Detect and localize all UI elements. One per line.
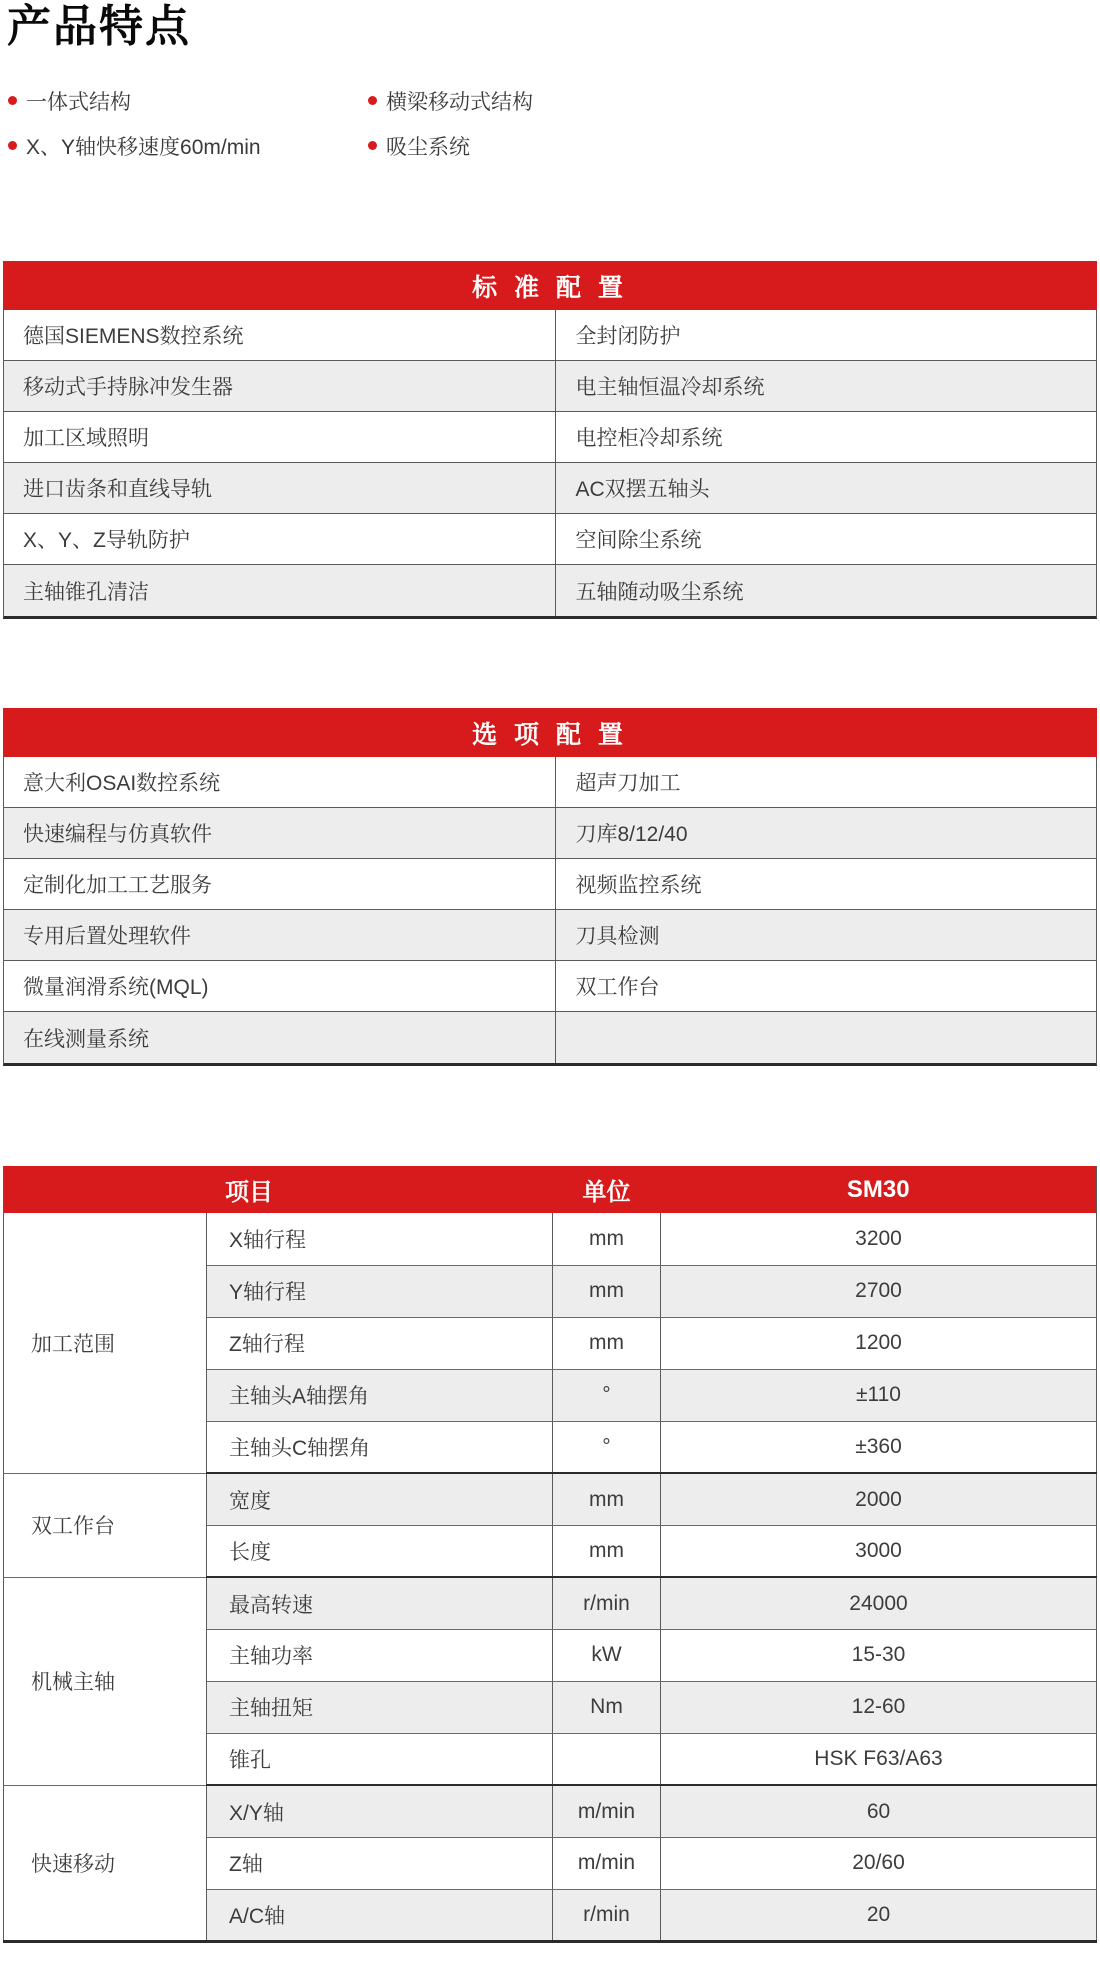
config-cell: 全封闭防护: [555, 310, 1096, 360]
config-row: [4, 1012, 1096, 1063]
optional-config-table: [3, 708, 1097, 1066]
spec-value-cell: ±360: [661, 1421, 1097, 1473]
config-cell: 电控柜冷却系统: [555, 412, 1096, 462]
spec-unit-cell: mm: [553, 1265, 661, 1317]
spec-unit-cell: °: [553, 1421, 661, 1473]
spec-item-cell: 锥孔: [207, 1733, 553, 1785]
spec-group-cell: 快速移动: [4, 1785, 207, 1941]
feature-item: [368, 78, 1100, 123]
spec-item-cell: Z轴行程: [207, 1317, 553, 1369]
config-row: [4, 463, 1096, 514]
spec-value-cell: 20: [661, 1889, 1097, 1941]
config-cell: 专用后置处理软件: [23, 925, 191, 949]
config-cell: 定制化加工工艺服务: [23, 874, 212, 898]
spec-row: [4, 1785, 1097, 1837]
spec-value-cell: 20/60: [661, 1837, 1097, 1889]
standard-config-title: 标 准 配 置: [3, 261, 1097, 310]
spec-unit-cell: mm: [553, 1317, 661, 1369]
spec-unit-cell: m/min: [553, 1785, 661, 1837]
config-row: [4, 361, 1096, 412]
spec-value-cell: 2000: [661, 1473, 1097, 1525]
optional-config-title: 选 项 配 置: [3, 708, 1097, 757]
config-cell: 双工作台: [555, 961, 1096, 1011]
spec-item-cell: 长度: [207, 1525, 553, 1577]
spec-item-cell: Z轴: [207, 1837, 553, 1889]
spec-unit-cell: [553, 1733, 661, 1785]
spec-item-cell: 主轴功率: [207, 1629, 553, 1681]
feature-label: 吸尘系统: [386, 135, 470, 159]
spec-value-cell: ±110: [661, 1369, 1097, 1421]
feature-item: [8, 78, 368, 123]
config-cell: 进口齿条和直线导轨: [23, 478, 212, 502]
spec-item-cell: 最高转速: [207, 1577, 553, 1629]
bullet-icon: [368, 141, 377, 150]
bullet-icon: [8, 141, 17, 150]
config-row: [4, 808, 1096, 859]
config-cell: 刀库8/12/40: [555, 808, 1096, 858]
standard-config-rows: [4, 310, 1096, 616]
spec-value-cell: 60: [661, 1785, 1097, 1837]
spec-value-cell: 15-30: [661, 1629, 1097, 1681]
config-row: [4, 910, 1096, 961]
spec-item-cell: 主轴扭矩: [207, 1681, 553, 1733]
spec-item-cell: 主轴头C轴摆角: [207, 1421, 553, 1473]
config-cell: 空间除尘系统: [555, 514, 1096, 564]
config-cell: 超声刀加工: [555, 757, 1096, 807]
spec-unit-cell: m/min: [553, 1837, 661, 1889]
spec-unit-cell: mm: [553, 1213, 661, 1265]
config-cell: 刀具检测: [555, 910, 1096, 960]
spec-unit-cell: Nm: [553, 1681, 661, 1733]
spec-group-cell: 加工范围: [4, 1213, 207, 1473]
config-cell: 五轴随动吸尘系统: [555, 565, 1096, 616]
config-row: [4, 412, 1096, 463]
spec-value-cell: 24000: [661, 1577, 1097, 1629]
config-row: [4, 961, 1096, 1012]
config-cell: 电主轴恒温冷却系统: [555, 361, 1096, 411]
config-cell: 主轴锥孔清洁: [23, 580, 149, 604]
feature-column-1: [8, 78, 368, 168]
page-title: 产品特点: [7, 2, 191, 51]
spec-header-row: [4, 1166, 1097, 1213]
config-cell: 快速编程与仿真软件: [23, 823, 212, 847]
feature-label: 横梁移动式结构: [386, 90, 533, 114]
spec-row: [4, 1473, 1097, 1525]
config-cell: 德国SIEMENS数控系统: [23, 325, 244, 349]
spec-header-item: 项目: [4, 1166, 553, 1213]
optional-config-rows: [4, 757, 1096, 1063]
spec-group-cell: 双工作台: [4, 1473, 207, 1577]
spec-item-cell: X轴行程: [207, 1213, 553, 1265]
config-row: [4, 310, 1096, 361]
spec-row: [4, 1213, 1097, 1265]
config-cell: 在线测量系统: [23, 1027, 149, 1051]
config-cell: 移动式手持脉冲发生器: [23, 376, 233, 400]
spec-item-cell: X/Y轴: [207, 1785, 553, 1837]
bullet-icon: [368, 96, 377, 105]
spec-unit-cell: mm: [553, 1473, 661, 1525]
config-cell: 微量润滑系统(MQL): [23, 976, 209, 1000]
spec-row: [4, 1577, 1097, 1629]
spec-unit-cell: °: [553, 1369, 661, 1421]
config-cell: 意大利OSAI数控系统: [23, 772, 221, 796]
feature-label: 一体式结构: [26, 90, 131, 114]
spec-table-wrap: [3, 1166, 1097, 1943]
config-row: [4, 859, 1096, 910]
spec-unit-cell: kW: [553, 1629, 661, 1681]
spec-header-model: SM30: [661, 1166, 1097, 1213]
feature-label: X、Y轴快移速度60m/min: [26, 135, 261, 159]
spec-value-cell: 3200: [661, 1213, 1097, 1265]
spec-value-cell: 2700: [661, 1265, 1097, 1317]
config-cell: 加工区域照明: [23, 427, 149, 451]
spec-table: [3, 1166, 1097, 1943]
config-cell: 视频监控系统: [555, 859, 1096, 909]
spec-group-cell: 机械主轴: [4, 1577, 207, 1785]
spec-unit-cell: r/min: [553, 1889, 661, 1941]
config-row: [4, 757, 1096, 808]
spec-item-cell: 主轴头A轴摆角: [207, 1369, 553, 1421]
spec-item-cell: A/C轴: [207, 1889, 553, 1941]
spec-item-cell: Y轴行程: [207, 1265, 553, 1317]
spec-value-cell: 12-60: [661, 1681, 1097, 1733]
spec-value-cell: 1200: [661, 1317, 1097, 1369]
spec-value-cell: 3000: [661, 1525, 1097, 1577]
config-cell: X、Y、Z导轨防护: [23, 529, 190, 553]
feature-list: [8, 78, 1100, 168]
feature-item: [8, 123, 368, 168]
config-cell: AC双摆五轴头: [555, 463, 1096, 513]
spec-header-unit: 单位: [553, 1166, 661, 1213]
bullet-icon: [8, 96, 17, 105]
config-cell: [555, 1012, 1096, 1063]
config-row: [4, 514, 1096, 565]
spec-value-cell: HSK F63/A63: [661, 1733, 1097, 1785]
feature-column-2: [368, 78, 1100, 168]
feature-item: [368, 123, 1100, 168]
standard-config-table: [3, 261, 1097, 619]
spec-unit-cell: mm: [553, 1525, 661, 1577]
spec-item-cell: 宽度: [207, 1473, 553, 1525]
config-row: [4, 565, 1096, 616]
spec-unit-cell: r/min: [553, 1577, 661, 1629]
